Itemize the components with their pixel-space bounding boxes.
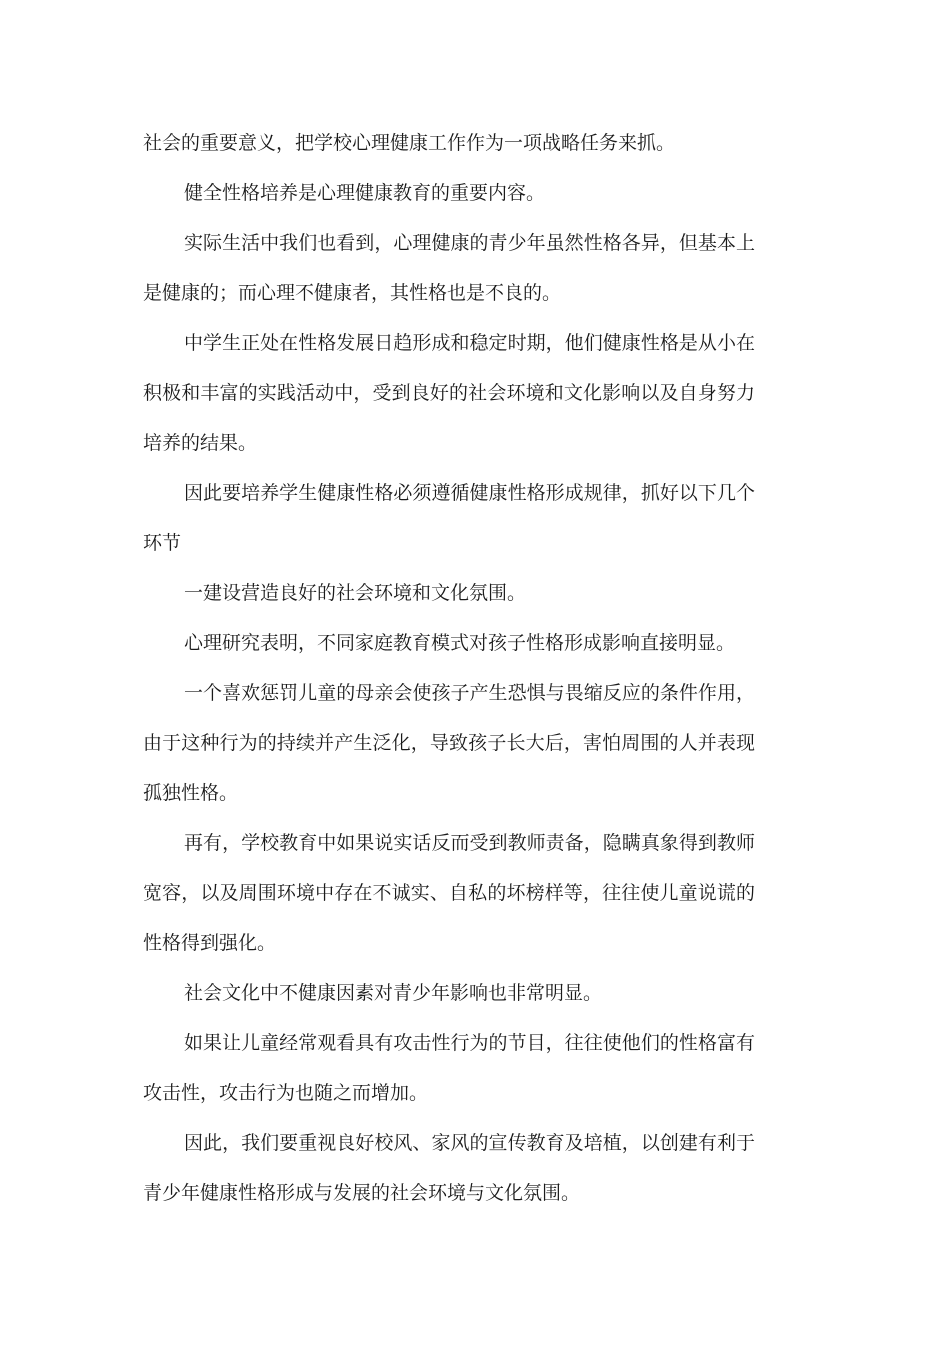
paragraph-continued: 社会的重要意义，把学校心理健康工作作为一项战略任务来抓。 — [143, 132, 676, 154]
paragraph: 中学生正处在性格发展日趋形成和稳定时期，他们健康性格是从小在积极和丰富的实践活动中，受到良好的社会环境和文化影响以及自身努力培养的结果。 — [143, 332, 755, 454]
paragraph: 一建设营造良好的社会环境和文化氛围。 — [184, 582, 527, 604]
paragraph: 再有，学校教育中如果说实话反而受到教师责备，隐瞒真象得到教师宽容，以及周围环境中存在不诚实、自私的坏榜样等，往往使儿童说谎的性格得到强化。 — [143, 832, 755, 954]
paragraph: 社会文化中不健康因素对青少年影响也非常明显。 — [184, 982, 603, 1004]
paragraph: 心理研究表明，不同家庭教育模式对孩子性格形成影响直接明显。 — [184, 632, 736, 654]
paragraph: 一个喜欢惩罚儿童的母亲会使孩子产生恐惧与畏缩反应的条件作用，由于这种行为的持续并产生泛化，导致孩子长大后，害怕周围的人并表现孤独性格。 — [143, 682, 755, 804]
paragraph: 实际生活中我们也看到，心理健康的青少年虽然性格各异，但基本上是健康的；而心理不健康者，其性格也是不良的。 — [143, 232, 755, 304]
document-body — [143, 118, 755, 1218]
paragraph: 如果让儿童经常观看具有攻击性行为的节目，往往使他们的性格富有攻击性，攻击行为也随之而增加。 — [143, 1032, 755, 1104]
paragraph: 因此，我们要重视良好校风、家风的宣传教育及培植，以创建有利于青少年健康性格形成与发展的社会环境与文化氛围。 — [143, 1132, 755, 1204]
paragraph: 因此要培养学生健康性格必须遵循健康性格形成规律，抓好以下几个环节 — [143, 482, 755, 554]
paragraph: 健全性格培养是心理健康教育的重要内容。 — [184, 182, 546, 204]
